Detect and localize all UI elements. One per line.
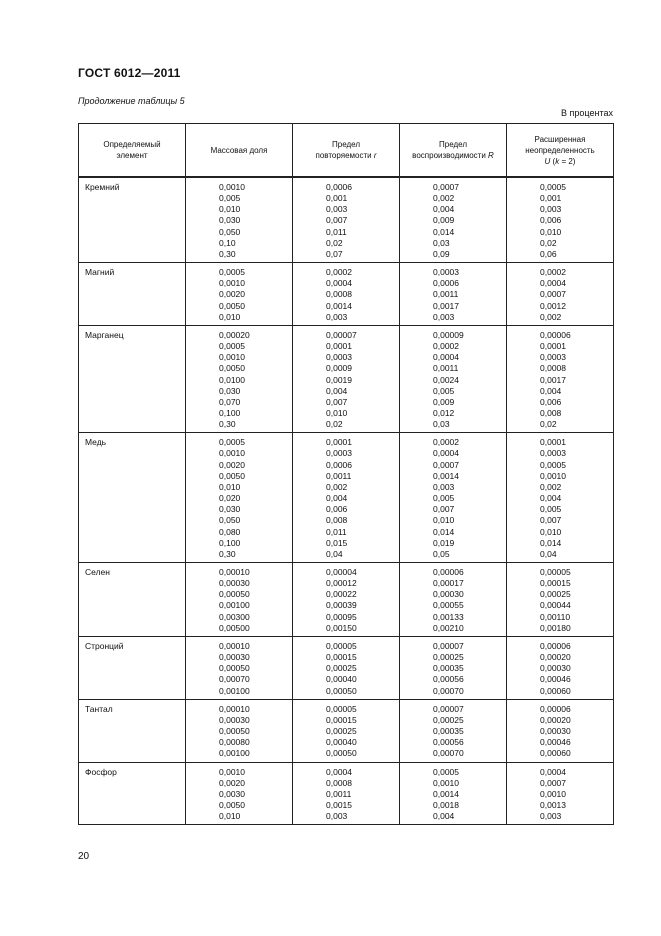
- table-body: [79, 177, 614, 825]
- header-element: Определяемый элемент: [79, 124, 186, 178]
- cell-value: 0,30: [219, 548, 236, 559]
- cell-value: 0,00030: [433, 589, 464, 600]
- cell-value: 0,07: [326, 248, 343, 259]
- cell-value: 0,0050: [219, 470, 245, 481]
- cell-value: 0,00050: [219, 663, 250, 674]
- cell-value: 0,080: [219, 526, 241, 537]
- cell-uncertainty: [507, 762, 614, 825]
- cell-value: 0,004: [540, 493, 562, 504]
- cell-value: 0,0005: [433, 766, 459, 777]
- cell-reproducibility: [400, 563, 507, 637]
- cell-value: 0,0007: [540, 289, 566, 300]
- cell-value: 0,0001: [540, 341, 566, 352]
- cell-repeatability: [293, 263, 400, 326]
- cell-uncertainty: [507, 263, 614, 326]
- cell-value: 0,0006: [326, 182, 352, 192]
- cell-value: 0,006: [540, 396, 562, 407]
- cell-value: 0,00060: [540, 748, 571, 759]
- table-row: [79, 762, 614, 825]
- cell-uncertainty: [507, 563, 614, 637]
- cell-reproducibility: [400, 177, 507, 263]
- cell-value: 0,00070: [219, 674, 250, 685]
- cell-value: 0,00010: [219, 640, 250, 651]
- cell-value: 0,0020: [219, 289, 245, 300]
- cell-value: 0,003: [326, 811, 348, 822]
- cell-value: 0,03: [433, 419, 450, 430]
- cell-value: 0,00020: [219, 329, 250, 340]
- cell-value: 0,001: [326, 193, 348, 204]
- cell-value: 0,003: [433, 481, 455, 492]
- cell-value: 0,0010: [540, 788, 566, 799]
- table-row: [79, 325, 614, 432]
- cell-mass-fraction: [186, 263, 293, 326]
- cell-value: 0,030: [219, 385, 241, 396]
- cell-value: 0,0024: [433, 374, 459, 385]
- cell-value: 0,0007: [433, 182, 459, 192]
- cell-value: 0,00010: [219, 567, 250, 577]
- cell-mass-fraction: [186, 699, 293, 762]
- table-row: [79, 263, 614, 326]
- cell-value: 0,00050: [219, 589, 250, 600]
- cell-value: 0,002: [433, 193, 455, 204]
- cell-value: 0,00009: [433, 329, 464, 340]
- cell-value: 0,0002: [540, 267, 566, 278]
- cell-value: 0,09: [433, 248, 450, 259]
- cell-mass-fraction: [186, 433, 293, 563]
- cell-value: 0,00040: [326, 737, 357, 748]
- cell-value: 0,0013: [540, 799, 566, 810]
- cell-value: 0,0010: [540, 470, 566, 481]
- cell-value: 0,050: [219, 515, 241, 526]
- cell-value: 0,0003: [433, 267, 459, 278]
- cell-value: 0,070: [219, 396, 241, 407]
- cell-value: 0,00050: [326, 685, 357, 696]
- cell-value: 0,00007: [433, 640, 464, 651]
- cell-value: 0,0005: [540, 459, 566, 470]
- cell-value: 0,005: [433, 493, 455, 504]
- cell-value: 0,00005: [326, 703, 357, 714]
- cell-value: 0,00025: [540, 589, 571, 600]
- cell-value: 0,0019: [326, 374, 352, 385]
- cell-value: 0,0005: [219, 267, 245, 278]
- cell-value: 0,011: [326, 226, 347, 237]
- cell-value: 0,30: [219, 248, 236, 259]
- cell-value: 0,00004: [326, 567, 357, 577]
- cell-value: 0,0004: [540, 278, 566, 289]
- cell-value: 0,00020: [540, 714, 571, 725]
- cell-value: 0,00046: [540, 737, 571, 748]
- cell-value: 0,00040: [326, 674, 357, 685]
- cell-value: 0,008: [326, 515, 348, 526]
- cell-value: 0,0006: [326, 459, 352, 470]
- cell-value: 0,005: [540, 504, 562, 515]
- cell-value: 0,0014: [326, 300, 352, 311]
- cell-element: Стронций: [79, 636, 186, 699]
- cell-value: 0,010: [540, 226, 562, 237]
- cell-value: 0,050: [219, 226, 241, 237]
- cell-value: 0,0009: [326, 363, 352, 374]
- cell-value: 0,00050: [326, 748, 357, 759]
- cell-value: 0,00046: [540, 674, 571, 685]
- cell-value: 0,014: [433, 526, 455, 537]
- cell-value: 0,00180: [540, 622, 571, 633]
- cell-value: 0,0001: [540, 437, 566, 448]
- cell-value: 0,06: [540, 248, 557, 259]
- cell-value: 0,0010: [433, 777, 459, 788]
- cell-value: 0,00005: [540, 567, 571, 577]
- cell-value: 0,00020: [540, 652, 571, 663]
- cell-value: 0,002: [326, 481, 348, 492]
- cell-value: 0,02: [326, 237, 343, 248]
- cell-value: 0,00044: [540, 600, 571, 611]
- header-uncertainty: Расширенная неопределенность U (k = 2): [507, 124, 614, 178]
- cell-value: 0,0050: [219, 300, 245, 311]
- cell-repeatability: [293, 325, 400, 432]
- cell-value: 0,008: [540, 407, 562, 418]
- cell-value: 0,00210: [433, 622, 464, 633]
- cell-value: 0,005: [219, 193, 241, 204]
- cell-value: 0,00025: [433, 652, 464, 663]
- cell-value: 0,00025: [433, 714, 464, 725]
- cell-uncertainty: [507, 325, 614, 432]
- cell-value: 0,010: [219, 204, 241, 215]
- cell-value: 0,02: [326, 419, 343, 430]
- cell-value: 0,0010: [219, 766, 245, 777]
- cell-value: 0,0001: [326, 437, 352, 448]
- cell-reproducibility: [400, 433, 507, 563]
- cell-value: 0,009: [433, 215, 455, 226]
- cell-value: 0,00006: [540, 703, 571, 714]
- cell-value: 0,010: [326, 407, 348, 418]
- cell-value: 0,0020: [219, 459, 245, 470]
- cell-value: 0,003: [326, 204, 348, 215]
- cell-element: Медь: [79, 433, 186, 563]
- cell-mass-fraction: [186, 762, 293, 825]
- cell-value: 0,00050: [219, 726, 250, 737]
- cell-value: 0,011: [326, 526, 347, 537]
- cell-value: 0,02: [540, 419, 557, 430]
- cell-value: 0,0005: [540, 182, 566, 192]
- cell-uncertainty: [507, 636, 614, 699]
- table-row: [79, 177, 614, 263]
- cell-value: 0,0030: [219, 788, 245, 799]
- cell-value: 0,00022: [326, 589, 357, 600]
- cell-value: 0,00070: [433, 748, 464, 759]
- cell-value: 0,012: [433, 407, 455, 418]
- cell-reproducibility: [400, 325, 507, 432]
- cell-value: 0,009: [433, 396, 455, 407]
- table-header-row: [79, 124, 614, 178]
- cell-element: Марганец: [79, 325, 186, 432]
- cell-value: 0,0006: [433, 278, 459, 289]
- cell-value: 0,0050: [219, 363, 245, 374]
- cell-value: 0,02: [540, 237, 557, 248]
- cell-value: 0,00015: [326, 652, 357, 663]
- cell-value: 0,007: [326, 215, 348, 226]
- cell-value: 0,0011: [433, 289, 459, 300]
- cell-value: 0,004: [433, 204, 455, 215]
- cell-value: 0,0010: [219, 278, 245, 289]
- cell-value: 0,0010: [219, 448, 245, 459]
- cell-value: 0,00006: [433, 567, 464, 577]
- cell-value: 0,00025: [326, 663, 357, 674]
- cell-value: 0,010: [219, 311, 241, 322]
- cell-value: 0,0011: [326, 470, 352, 481]
- cell-value: 0,019: [433, 537, 455, 548]
- cell-value: 0,0011: [326, 788, 352, 799]
- cell-value: 0,00100: [219, 748, 250, 759]
- cell-value: 0,0100: [219, 374, 245, 385]
- cell-reproducibility: [400, 762, 507, 825]
- cell-value: 0,0050: [219, 799, 245, 810]
- cell-value: 0,010: [219, 481, 241, 492]
- cell-reproducibility: [400, 699, 507, 762]
- cell-value: 0,0008: [326, 777, 352, 788]
- cell-value: 0,007: [326, 396, 348, 407]
- cell-value: 0,0017: [540, 374, 566, 385]
- cell-uncertainty: [507, 433, 614, 563]
- cell-value: 0,003: [540, 811, 562, 822]
- cell-value: 0,014: [540, 537, 562, 548]
- cell-value: 0,00070: [433, 685, 464, 696]
- cell-repeatability: [293, 699, 400, 762]
- cell-reproducibility: [400, 636, 507, 699]
- cell-value: 0,00100: [219, 685, 250, 696]
- cell-value: 0,00007: [433, 703, 464, 714]
- cell-repeatability: [293, 433, 400, 563]
- cell-value: 0,0004: [540, 766, 566, 777]
- cell-element: Кремний: [79, 177, 186, 263]
- table-row: [79, 563, 614, 637]
- cell-value: 0,007: [433, 504, 455, 515]
- cell-value: 0,001: [540, 193, 562, 204]
- cell-value: 0,0003: [326, 448, 352, 459]
- cell-value: 0,00055: [433, 600, 464, 611]
- cell-value: 0,0014: [433, 470, 459, 481]
- cell-value: 0,0003: [540, 448, 566, 459]
- table-row: [79, 636, 614, 699]
- cell-value: 0,003: [433, 311, 455, 322]
- cell-value: 0,004: [540, 385, 562, 396]
- cell-value: 0,100: [219, 537, 241, 548]
- cell-value: 0,010: [540, 526, 562, 537]
- cell-value: 0,100: [219, 407, 241, 418]
- cell-value: 0,00056: [433, 674, 464, 685]
- cell-repeatability: [293, 636, 400, 699]
- cell-value: 0,004: [433, 811, 455, 822]
- cell-value: 0,0020: [219, 777, 245, 788]
- cell-value: 0,00500: [219, 622, 250, 633]
- table-row: [79, 433, 614, 563]
- cell-value: 0,00015: [540, 578, 571, 589]
- cell-value: 0,030: [219, 504, 241, 515]
- cell-value: 0,00056: [433, 737, 464, 748]
- page-number: 20: [78, 851, 90, 862]
- data-table: [78, 123, 614, 825]
- cell-value: 0,00015: [326, 714, 357, 725]
- cell-value: 0,0018: [433, 799, 459, 810]
- cell-uncertainty: [507, 699, 614, 762]
- cell-value: 0,03: [433, 237, 450, 248]
- cell-value: 0,00010: [219, 703, 250, 714]
- cell-value: 0,0004: [326, 766, 352, 777]
- cell-value: 0,0004: [433, 352, 459, 363]
- cell-value: 0,0007: [433, 459, 459, 470]
- cell-value: 0,00039: [326, 600, 357, 611]
- cell-value: 0,015: [326, 537, 348, 548]
- header-mass-fraction: Массовая доля: [186, 124, 293, 178]
- cell-value: 0,00095: [326, 611, 357, 622]
- header-reproducibility: Предел воспроизводимости R: [400, 124, 507, 178]
- cell-value: 0,00300: [219, 611, 250, 622]
- cell-value: 0,0014: [433, 788, 459, 799]
- cell-value: 0,00100: [219, 600, 250, 611]
- cell-value: 0,0010: [219, 352, 245, 363]
- cell-value: 0,00035: [433, 663, 464, 674]
- header-repeatability: Предел повторяемости r: [293, 124, 400, 178]
- cell-value: 0,00012: [326, 578, 357, 589]
- cell-value: 0,014: [433, 226, 455, 237]
- cell-repeatability: [293, 762, 400, 825]
- cell-value: 0,0008: [326, 289, 352, 300]
- cell-mass-fraction: [186, 325, 293, 432]
- cell-value: 0,003: [326, 311, 348, 322]
- cell-mass-fraction: [186, 563, 293, 637]
- cell-value: 0,00150: [326, 622, 357, 633]
- units-note: В процентах: [561, 108, 613, 118]
- cell-value: 0,0007: [540, 777, 566, 788]
- cell-value: 0,00006: [540, 640, 571, 651]
- cell-value: 0,00025: [326, 726, 357, 737]
- cell-value: 0,010: [219, 811, 241, 822]
- cell-value: 0,00110: [540, 611, 571, 622]
- cell-value: 0,010: [433, 515, 455, 526]
- cell-value: 0,002: [540, 481, 562, 492]
- cell-value: 0,00030: [219, 714, 250, 725]
- cell-repeatability: [293, 177, 400, 263]
- cell-value: 0,00030: [219, 578, 250, 589]
- cell-value: 0,002: [540, 311, 562, 322]
- cell-value: 0,0011: [433, 363, 459, 374]
- cell-repeatability: [293, 563, 400, 637]
- cell-value: 0,0004: [433, 448, 459, 459]
- cell-value: 0,00017: [433, 578, 464, 589]
- cell-value: 0,00030: [219, 652, 250, 663]
- cell-value: 0,05: [433, 548, 450, 559]
- cell-value: 0,006: [540, 215, 562, 226]
- document-title: ГОСТ 6012—2011: [78, 66, 181, 80]
- cell-value: 0,030: [219, 215, 241, 226]
- cell-mass-fraction: [186, 177, 293, 263]
- cell-value: 0,00030: [540, 726, 571, 737]
- cell-element: Магний: [79, 263, 186, 326]
- cell-value: 0,007: [540, 515, 562, 526]
- cell-value: 0,0005: [219, 437, 245, 448]
- cell-value: 0,020: [219, 493, 241, 504]
- cell-value: 0,0015: [326, 799, 352, 810]
- cell-reproducibility: [400, 263, 507, 326]
- cell-element: Тантал: [79, 699, 186, 762]
- cell-value: 0,00030: [540, 663, 571, 674]
- cell-value: 0,0002: [326, 267, 352, 278]
- cell-value: 0,005: [433, 385, 455, 396]
- cell-value: 0,00035: [433, 726, 464, 737]
- cell-value: 0,006: [326, 504, 348, 515]
- cell-element: Фосфор: [79, 762, 186, 825]
- table-row: [79, 699, 614, 762]
- cell-value: 0,004: [326, 385, 348, 396]
- cell-value: 0,0012: [540, 300, 566, 311]
- cell-value: 0,004: [326, 493, 348, 504]
- cell-value: 0,30: [219, 419, 236, 430]
- cell-value: 0,10: [219, 237, 236, 248]
- cell-value: 0,00005: [326, 640, 357, 651]
- cell-value: 0,00006: [540, 329, 571, 340]
- cell-value: 0,0003: [540, 352, 566, 363]
- cell-element: Селен: [79, 563, 186, 637]
- cell-value: 0,003: [540, 204, 562, 215]
- cell-value: 0,0005: [219, 341, 245, 352]
- cell-value: 0,0004: [326, 278, 352, 289]
- cell-value: 0,0010: [219, 182, 245, 192]
- cell-uncertainty: [507, 177, 614, 263]
- cell-value: 0,00133: [433, 611, 464, 622]
- cell-value: 0,04: [326, 548, 343, 559]
- cell-value: 0,0002: [433, 437, 459, 448]
- cell-value: 0,0008: [540, 363, 566, 374]
- cell-value: 0,0002: [433, 341, 459, 352]
- cell-value: 0,0003: [326, 352, 352, 363]
- cell-value: 0,0017: [433, 300, 459, 311]
- cell-value: 0,00060: [540, 685, 571, 696]
- cell-value: 0,00080: [219, 737, 250, 748]
- cell-value: 0,00007: [326, 329, 357, 340]
- cell-value: 0,04: [540, 548, 557, 559]
- cell-mass-fraction: [186, 636, 293, 699]
- table-continuation-caption: Продолжение таблицы 5: [78, 96, 185, 106]
- cell-value: 0,0001: [326, 341, 352, 352]
